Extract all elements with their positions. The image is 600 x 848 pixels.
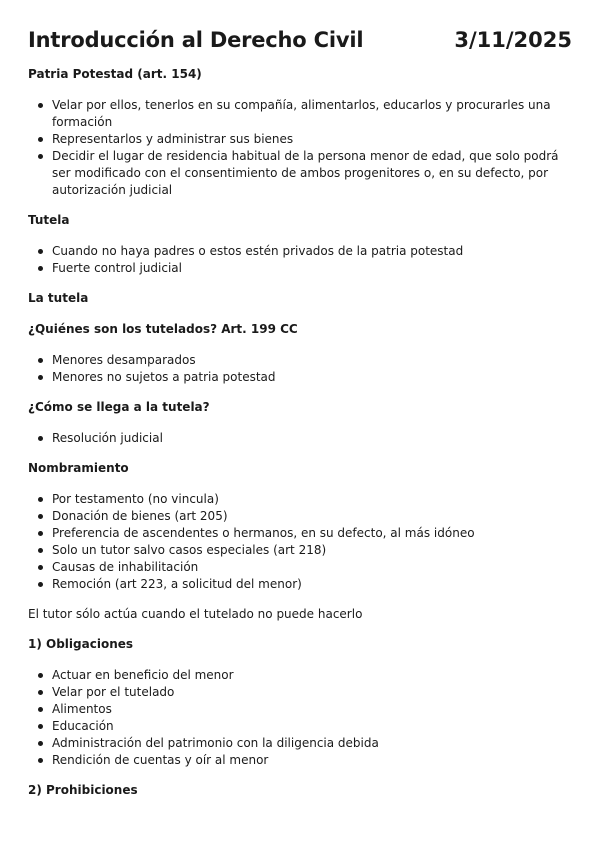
bullet-icon — [38, 741, 43, 746]
bullet-icon — [38, 249, 43, 254]
document-date: 3/11/2025 — [454, 28, 572, 52]
bullet-list — [28, 243, 572, 277]
list-item: Donación de bienes (art 205) — [52, 508, 572, 525]
bullet-icon — [38, 514, 43, 519]
section-heading: Patria Potestad (art. 154) — [28, 67, 202, 81]
bullet-list — [28, 491, 572, 593]
section-heading: 1) Obligaciones — [28, 637, 134, 651]
bullet-icon — [38, 154, 43, 159]
list-item: Por testamento (no vincula) — [52, 491, 572, 508]
list-item: Decidir el lugar de residencia habitual de la persona menor de edad, que solo podrá ser modificado con el consentimiento de ambos progenitores o, en su defecto, por autorización judicial — [52, 148, 572, 199]
list-item: Solo un tutor salvo casos especiales (art 218) — [52, 542, 572, 559]
bullet-icon — [38, 565, 43, 570]
section-heading: Nombramiento — [28, 461, 129, 475]
bullet-icon — [38, 758, 43, 763]
list-item: Representarlos y administrar sus bienes — [52, 131, 572, 148]
bullet-icon — [38, 707, 43, 712]
bullet-icon — [38, 582, 43, 587]
list-item: Fuerte control judicial — [52, 260, 572, 277]
section-heading: La tutela — [28, 291, 89, 305]
bullet-icon — [38, 690, 43, 695]
bullet-list — [28, 430, 572, 447]
bullet-icon — [38, 103, 43, 108]
list-item: Resolución judicial — [52, 430, 572, 447]
body-paragraph: El tutor sólo actúa cuando el tutelado no puede hacerlo — [28, 607, 363, 621]
section-heading: ¿Quiénes son los tutelados? Art. 199 CC — [28, 322, 298, 336]
list-item: Alimentos — [52, 701, 572, 718]
document-content — [28, 66, 572, 799]
bullet-list — [28, 667, 572, 769]
bullet-icon — [38, 375, 43, 380]
bullet-icon — [38, 724, 43, 729]
bullet-icon — [38, 358, 43, 363]
list-item: Remoción (art 223, a solicitud del menor) — [52, 576, 572, 593]
bullet-icon — [38, 673, 43, 678]
bullet-icon — [38, 266, 43, 271]
bullet-icon — [38, 548, 43, 553]
bullet-icon — [38, 137, 43, 142]
list-item: Preferencia de ascendentes o hermanos, en su defecto, al más idóneo — [52, 525, 572, 542]
list-item: Cuando no haya padres o estos estén privados de la patria potestad — [52, 243, 572, 260]
bullet-list — [28, 352, 572, 386]
list-item: Actuar en beneficio del menor — [52, 667, 572, 684]
list-item: Rendición de cuentas y oír al menor — [52, 752, 572, 769]
section-heading: Tutela — [28, 213, 70, 227]
document-header — [28, 28, 572, 60]
bullet-icon — [38, 436, 43, 441]
bullet-icon — [38, 531, 43, 536]
list-item: Causas de inhabilitación — [52, 559, 572, 576]
list-item: Velar por el tutelado — [52, 684, 572, 701]
list-item: Menores no sujetos a patria potestad — [52, 369, 572, 386]
list-item: Velar por ellos, tenerlos en su compañía, alimentarlos, educarlos y procurarles una formación — [52, 97, 572, 131]
list-item: Administración del patrimonio con la diligencia debida — [52, 735, 572, 752]
section-heading: 2) Prohibiciones — [28, 783, 138, 797]
bullet-list — [28, 97, 572, 199]
bullet-icon — [38, 497, 43, 502]
section-heading: ¿Cómo se llega a la tutela? — [28, 400, 210, 414]
document-title: Introducción al Derecho Civil — [28, 28, 364, 52]
list-item: Educación — [52, 718, 572, 735]
list-item: Menores desamparados — [52, 352, 572, 369]
